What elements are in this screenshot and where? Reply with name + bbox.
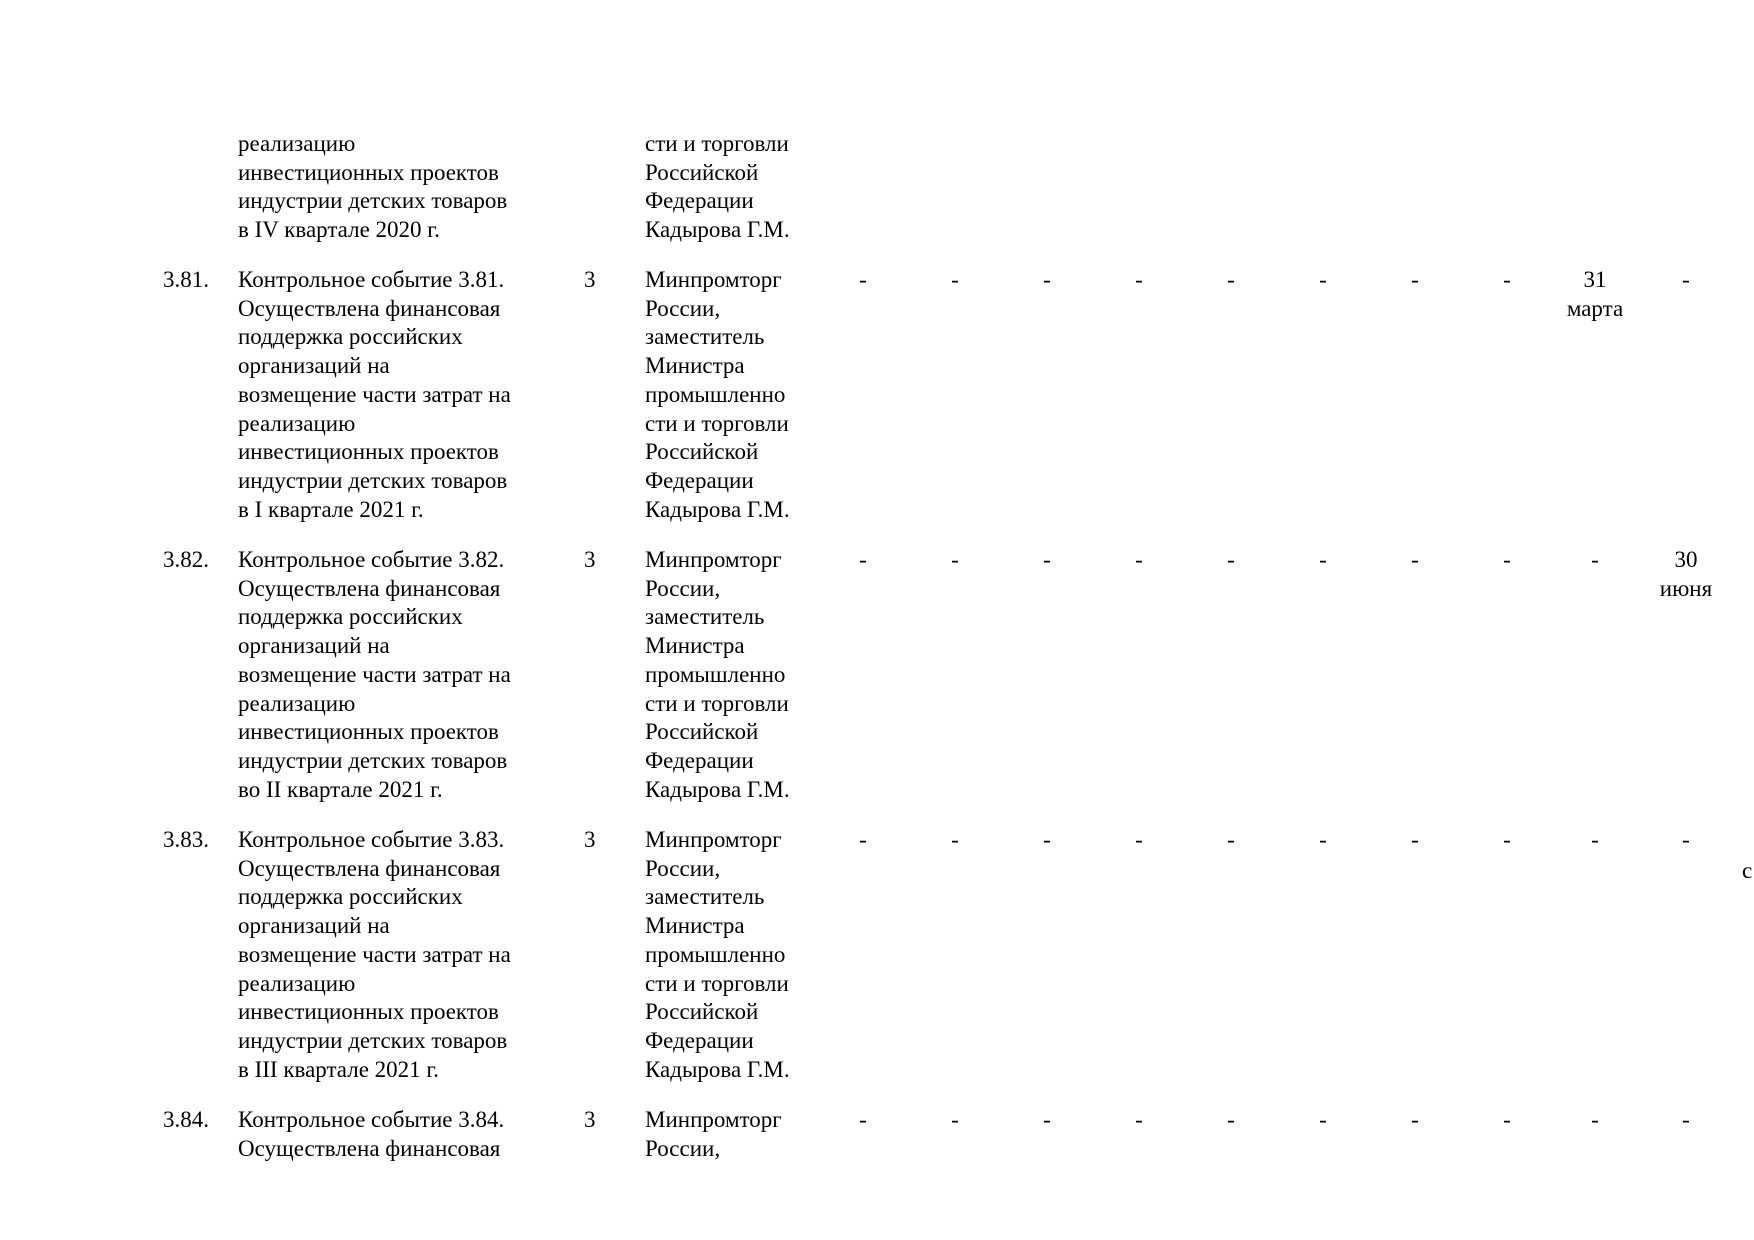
event-description: Контрольное событие 3.82. Осуществлена финансовая поддержка российских организаций на возмещение части затрат на реализацию инвестиционных проектов индустрии детских товаров во II квартале 2021 г. bbox=[238, 547, 511, 802]
period-cell: - bbox=[1043, 827, 1051, 852]
period-cell: - bbox=[1591, 827, 1599, 852]
event-description: реализацию инвестиционных проектов индустрии детских товаров в IV квартале 2020 г. bbox=[238, 131, 508, 243]
period-cell: - bbox=[951, 267, 959, 292]
event-level: 3 bbox=[584, 267, 596, 292]
period-cell: - bbox=[1319, 267, 1327, 292]
responsible-party: сти и торговли Российской Федерации Кадырова Г.М. bbox=[645, 131, 790, 243]
period-cell: - bbox=[859, 547, 867, 572]
event-level: 3 bbox=[584, 547, 596, 572]
event-description: Контрольное событие 3.83. Осуществлена финансовая поддержка российских организаций на возмещение части затрат на реализацию инвестиционных проектов индустрии детских товаров в III квартале 2021 г. bbox=[238, 827, 511, 1082]
event-level: 3 bbox=[584, 1107, 596, 1132]
period-cell: - bbox=[1135, 1107, 1143, 1132]
period-cell: - bbox=[1043, 1107, 1051, 1132]
responsible-party: Минпромторг России, заместитель Министра промышленно сти и торговли Российской Федерации Кадырова Г.М. bbox=[645, 827, 790, 1082]
period-cell: - bbox=[1135, 267, 1143, 292]
row-number: 3.81. bbox=[163, 267, 209, 292]
period-cell: - bbox=[1682, 267, 1690, 292]
period-cell: - bbox=[1319, 827, 1327, 852]
period-cell: - bbox=[951, 827, 959, 852]
period-cell-date: 31 марта bbox=[1566, 267, 1624, 321]
period-cell: - bbox=[1043, 267, 1051, 292]
event-level: 3 bbox=[584, 827, 596, 852]
period-cell: - bbox=[1682, 1107, 1690, 1132]
row-number: 3.84. bbox=[163, 1107, 209, 1132]
responsible-party: Минпромторг России, bbox=[645, 1107, 782, 1161]
responsible-party: Минпромторг России, заместитель Министра промышленно сти и торговли Российской Федерации Кадырова Г.М. bbox=[645, 547, 790, 802]
period-cell: - bbox=[1319, 547, 1327, 572]
row-number: 3.83. bbox=[163, 827, 209, 852]
period-cell: - bbox=[1043, 547, 1051, 572]
period-cell: - bbox=[1227, 827, 1235, 852]
period-cell: - bbox=[1411, 267, 1419, 292]
period-cell: - bbox=[1503, 547, 1511, 572]
period-cell: - bbox=[1503, 827, 1511, 852]
row-number: 3.82. bbox=[163, 547, 209, 572]
period-cell: - bbox=[1135, 827, 1143, 852]
cut-off-text-fragment: с bbox=[1742, 858, 1753, 883]
period-cell: - bbox=[1503, 267, 1511, 292]
period-cell: - bbox=[1411, 547, 1419, 572]
responsible-party: Минпромторг России, заместитель Министра промышленно сти и торговли Российской Федерации Кадырова Г.М. bbox=[645, 267, 790, 522]
period-cell: - bbox=[1411, 827, 1419, 852]
period-cell: - bbox=[1319, 1107, 1327, 1132]
event-description: Контрольное событие 3.84. Осуществлена финансовая bbox=[238, 1107, 505, 1161]
period-cell: - bbox=[951, 547, 959, 572]
period-cell: - bbox=[1411, 1107, 1419, 1132]
period-cell: - bbox=[859, 267, 867, 292]
period-cell: - bbox=[859, 1107, 867, 1132]
period-cell: - bbox=[1135, 547, 1143, 572]
period-cell: - bbox=[1227, 547, 1235, 572]
period-cell: - bbox=[1591, 1107, 1599, 1132]
period-cell: - bbox=[1227, 267, 1235, 292]
period-cell: - bbox=[1227, 1107, 1235, 1132]
period-cell: - bbox=[1591, 547, 1599, 572]
period-cell: - bbox=[859, 827, 867, 852]
period-cell: - bbox=[1503, 1107, 1511, 1132]
period-cell: - bbox=[951, 1107, 959, 1132]
period-cell-date: 30 июня bbox=[1659, 547, 1713, 601]
period-cell: - bbox=[1682, 827, 1690, 852]
event-description: Контрольное событие 3.81. Осуществлена финансовая поддержка российских организаций на возмещение части затрат на реализацию инвестиционных проектов индустрии детских товаров в I квартале 2021 г. bbox=[238, 267, 511, 522]
